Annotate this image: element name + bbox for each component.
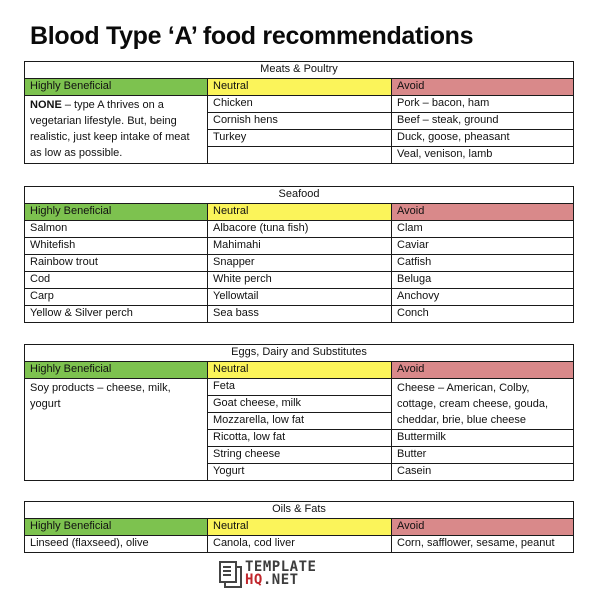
neutral-cell: Goat cheese, milk — [208, 396, 392, 413]
avoid-cell: Butter — [392, 447, 574, 464]
page-title: Blood Type ‘A’ food recommendations — [30, 22, 474, 50]
watermark-line1: TEMPLATE — [245, 559, 317, 575]
neutral-cell: Yellowtail — [208, 289, 392, 306]
beneficial-cell: Yellow & Silver perch — [25, 306, 208, 323]
avoid-cell: Beef – steak, ground — [392, 113, 574, 130]
neutral-cell: Yogurt — [208, 464, 392, 481]
avoid-cell: Pork – bacon, ham — [392, 96, 574, 113]
section-title: Meats & Poultry — [25, 62, 574, 79]
beneficial-cell: Linseed (flaxseed), olive — [25, 536, 208, 553]
beneficial-cell — [25, 96, 208, 164]
header-avoid: Avoid — [392, 79, 574, 96]
neutral-cell: Cornish hens — [208, 113, 392, 130]
avoid-cell: Veal, venison, lamb — [392, 147, 574, 164]
beneficial-cell: Whitefish — [25, 238, 208, 255]
beneficial-cell: Cod — [25, 272, 208, 289]
document-icon — [219, 561, 241, 587]
table-row — [25, 289, 574, 306]
oils-fats-table — [24, 501, 574, 553]
header-avoid: Avoid — [392, 204, 574, 221]
none-label: NONE — [30, 99, 62, 111]
header-neutral: Neutral — [208, 362, 392, 379]
beneficial-cell: Soy products – cheese, milk, yogurt — [25, 379, 208, 481]
watermark-net: .NET — [262, 572, 299, 588]
avoid-cell: Cheese – American, Colby, cottage, cream cheese, gouda, cheddar, brie, blue cheese — [392, 379, 574, 430]
header-avoid: Avoid — [392, 519, 574, 536]
table-row — [25, 221, 574, 238]
avoid-cell: Anchovy — [392, 289, 574, 306]
header-neutral: Neutral — [208, 79, 392, 96]
avoid-cell: Buttermilk — [392, 430, 574, 447]
table-row — [25, 238, 574, 255]
neutral-cell: Albacore (tuna fish) — [208, 221, 392, 238]
table-row — [25, 272, 574, 289]
header-highly-beneficial: Highly Beneficial — [25, 204, 208, 221]
beneficial-note: – type A thrives on a vegetarian lifestyle. But, being realistic, just keep intake of meat as low as possible. — [30, 99, 190, 159]
beneficial-cell: Rainbow trout — [25, 255, 208, 272]
avoid-cell: Casein — [392, 464, 574, 481]
meats-poultry-table — [24, 61, 574, 164]
avoid-cell: Corn, safflower, sesame, peanut — [392, 536, 574, 553]
table-row — [25, 536, 574, 553]
avoid-cell: Clam — [392, 221, 574, 238]
neutral-cell — [208, 147, 392, 164]
header-neutral: Neutral — [208, 204, 392, 221]
neutral-cell: Snapper — [208, 255, 392, 272]
seafood-table — [24, 186, 574, 323]
neutral-cell: Feta — [208, 379, 392, 396]
avoid-cell: Duck, goose, pheasant — [392, 130, 574, 147]
avoid-cell: Beluga — [392, 272, 574, 289]
header-avoid: Avoid — [392, 362, 574, 379]
table-row — [25, 306, 574, 323]
table-row — [25, 255, 574, 272]
beneficial-cell: Carp — [25, 289, 208, 306]
header-highly-beneficial: Highly Beneficial — [25, 362, 208, 379]
watermark-text — [245, 561, 316, 587]
beneficial-cell: Salmon — [25, 221, 208, 238]
neutral-cell: Canola, cod liver — [208, 536, 392, 553]
table-row — [25, 96, 574, 113]
section-title: Oils & Fats — [25, 502, 574, 519]
header-neutral: Neutral — [208, 519, 392, 536]
section-title: Eggs, Dairy and Substitutes — [25, 345, 574, 362]
watermark-logo — [219, 561, 316, 587]
watermark-hq: HQ — [245, 572, 263, 588]
eggs-dairy-table — [24, 344, 574, 481]
watermark-line2 — [245, 574, 316, 587]
neutral-cell: Ricotta, low fat — [208, 430, 392, 447]
avoid-cell: Conch — [392, 306, 574, 323]
avoid-cell: Caviar — [392, 238, 574, 255]
neutral-cell: Turkey — [208, 130, 392, 147]
table-row — [25, 379, 574, 396]
avoid-cell: Catfish — [392, 255, 574, 272]
header-highly-beneficial: Highly Beneficial — [25, 519, 208, 536]
header-highly-beneficial: Highly Beneficial — [25, 79, 208, 96]
neutral-cell: Sea bass — [208, 306, 392, 323]
neutral-cell: String cheese — [208, 447, 392, 464]
neutral-cell: Mozzarella, low fat — [208, 413, 392, 430]
neutral-cell: Chicken — [208, 96, 392, 113]
neutral-cell: White perch — [208, 272, 392, 289]
section-title: Seafood — [25, 187, 574, 204]
neutral-cell: Mahimahi — [208, 238, 392, 255]
